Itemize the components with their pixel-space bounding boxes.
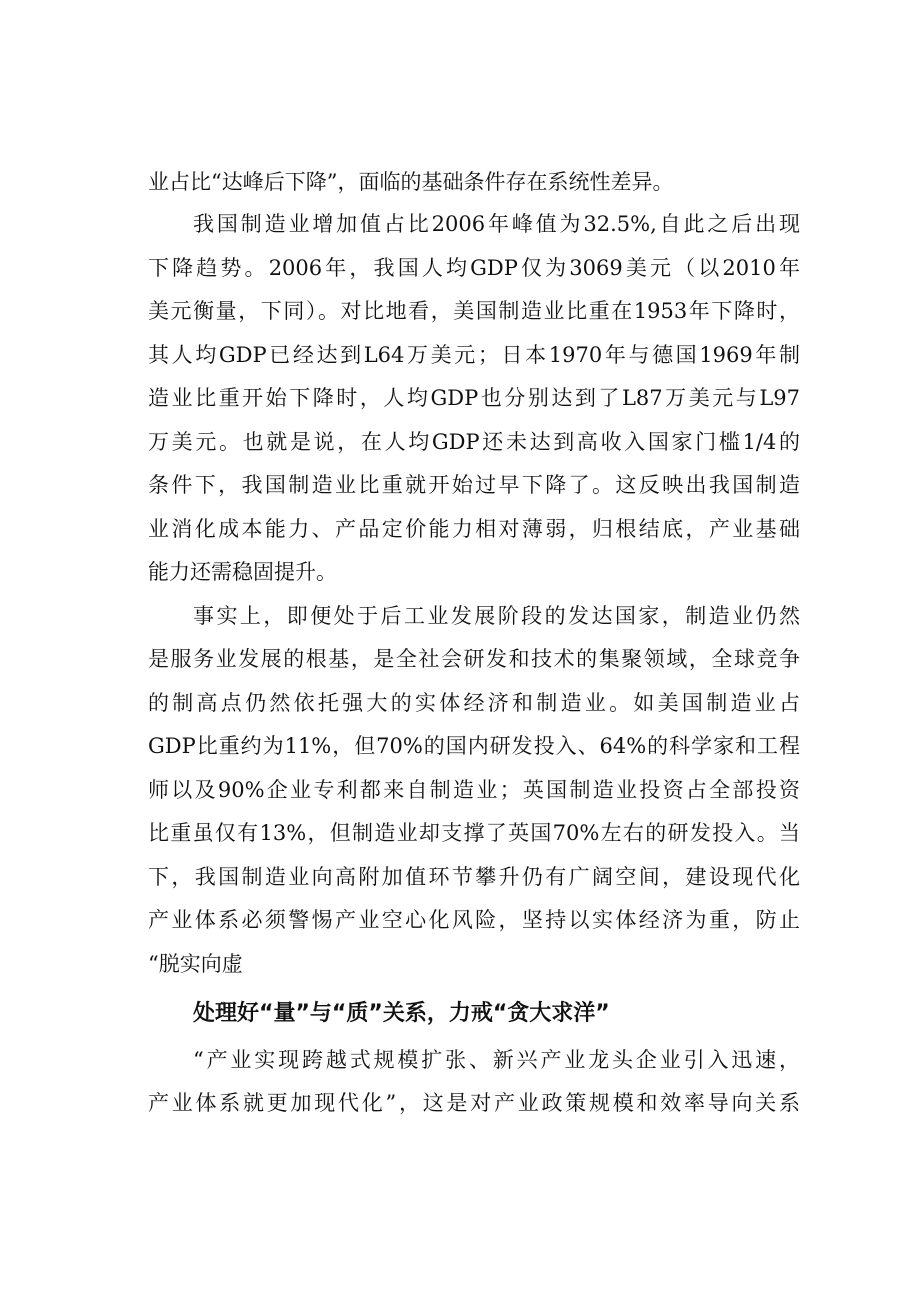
- text-line: “产业实现跨越式规模扩张、新兴产业龙头企业引入迅速，: [193, 1048, 800, 1072]
- text-line: 下，我国制造业向高附加值环节攀升仍有广阔空间，建设现代化: [148, 865, 800, 889]
- text-line: 是服务业发展的根基，是全社会研发和技术的集聚领域，全球竞争: [148, 647, 800, 671]
- text-line: 的制高点仍然依托强大的实体经济和制造业。如美国制造业占: [148, 691, 800, 715]
- text-line: “脱实向虚: [148, 952, 243, 976]
- text-line: 业消化成本能力、产品定价能力相对薄弱，归根结底，产业基础: [148, 517, 800, 541]
- text-line: 条件下，我国制造业比重就开始过早下降了。这反映出我国制造: [148, 473, 800, 497]
- text-line: 下降趋势。2006年，我国人均GDP仅为3069美元（以2010年: [148, 256, 800, 280]
- text-line: 造业比重开始下降时，人均GDP也分别达到了L87万美元与L97: [148, 386, 800, 410]
- text-line: 我国制造业增加值占比2006年峰值为32.5%,自此之后出现: [193, 212, 800, 236]
- text-line: 业占比“达峰后下降”，面临的基础条件存在系统性差异。: [148, 170, 674, 194]
- text-line: 能力还需稳固提升。: [148, 560, 337, 584]
- section-heading: 处理好“量”与“质”关系，力戒“贪大求洋”: [193, 1001, 610, 1026]
- text-line: 师以及90%企业专利都来自制造业；英国制造业投资占全部投资: [148, 778, 800, 802]
- text-line: 万美元。也就是说，在人均GDP还未达到高收入国家门槛1/4的: [148, 430, 800, 454]
- text-line: 其人均GDP已经达到L64万美元；日本1970年与德国1969年制: [148, 343, 800, 367]
- text-line: 美元衡量，下同）。对比地看，美国制造业比重在1953年下降时，: [148, 299, 800, 323]
- text-line: 产业体系必须警惕产业空心化风险，坚持以实体经济为重，防止: [148, 908, 800, 932]
- text-line: 事实上，即便处于后工业发展阶段的发达国家，制造业仍然: [193, 604, 800, 628]
- text-line: 比重虽仅有13%，但制造业却支撑了英国70%左右的研发投入。当: [148, 821, 800, 845]
- text-line: 产业体系就更加现代化”，这是对产业政策规模和效率导向关系: [148, 1091, 800, 1115]
- text-line: GDP比重约为11%，但70%的国内研发投入、64%的科学家和工程: [148, 734, 800, 758]
